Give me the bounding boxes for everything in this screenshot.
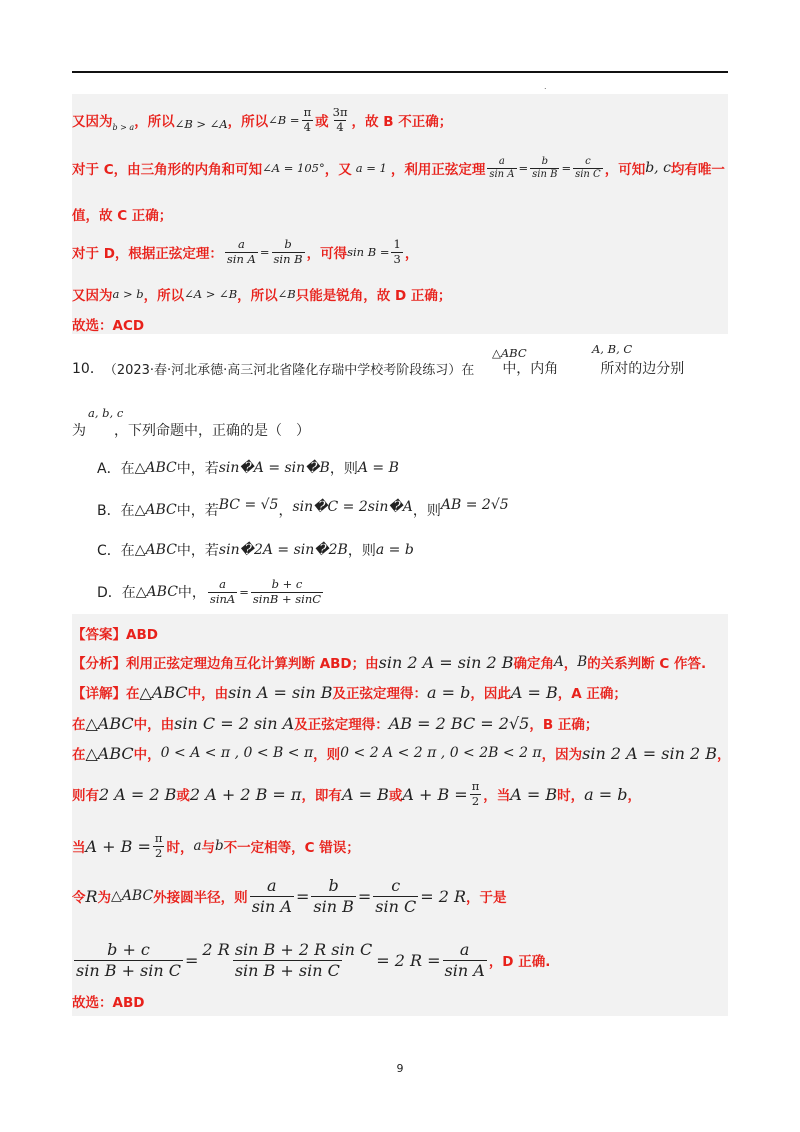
option-b: B．在 △ABC 中，若 BC = √5 ， sin�C = 2sin�A ，则 AB = 2√5 (97, 497, 509, 519)
detail-line-3: 在 △ABC 中， 0 < A < π , 0 < B < π ，则 0 < 2 A < 2 π , 0 < 2B < 2 π ，因为 sin 2 A = sin 2 B ， (72, 743, 731, 763)
fraction-pi-over-4: $\frac{\pi}{4}$ (303, 104, 312, 134)
question-number: 10． (72, 361, 104, 377)
question-10-line-2: 为 ，下列命题中，正确的是（ ） (72, 423, 310, 439)
fraction-3pi-over-4: $\frac{3\pi}{4}$ (332, 104, 348, 134)
document-page: . 又因为 b > a ，所以 ∠B > ∠A ，所以 ∠B = $\frac{\pi}{4}$ 或 $\frac{3\pi}{4}$ ，故 B 不正确； 对于 C，由三角形的内角和可知 ∠A = 105° ，又 a = 1 ，利用正弦定理 $\frac{a}{\text{sin A}}$ = $\frac{b}{\text{sin B}}$ = $\frac{c}{\text{sin C}}$ ，可知 b, c 均有唯一 值，故 C 正确； 对于 D，根据正弦定理： $\frac{a}{\text{sin A}}$ = $\frac{b}{\text{sin B}}$ ，可得 sin B = $\frac{1}{3}$ ， 又因为 a > b ，所以 ∠A > ∠B ，所以 ∠B 只能是锐角，故 D 正确； 故选：ACD 10． （2023·春·河北承德·高三河北省隆化存瑞中学校考阶段练习）在 中，内角 所对的边分别 △ABC A, B, C 为 ，下列命题中，正确的是（ ） a, b, c A．在 △ABC 中，若 sin�A = sin�B ，则 A = B B．在 △ABC 中，若 BC = √5 ， sin�C = 2sin�A ，则 AB = 2√5 C．在 △ABC 中，若 sin�2A = sin�2B ，则 a = b D．在 △ABC 中， $\frac{a}{\sin A}$ = $\frac{b + c}{\sin B + \sin C}$ 【答案】ABD 【分析】利用正弦定理边角互化计算判断 ABD；由 sin 2 A = sin 2 B 确定角 A ， B 的关系判断 C 作答. 【详解】在 △ABC 中，由 sin A = sin B 及正弦定理得： a = b ，因此 A = B ，A 正确； 在 △ABC 中，由 sin C = 2 sin A 及正弦定理得： AB = 2 BC = 2√5 ，B 正确； 在 △ABC 中， 0 < A < π , 0 < B < π ，则 0 < 2 A < 2 π , 0 < 2B < 2 π ，因为 sin 2 A = sin 2 B ， 则有 2 A = 2 B 或 2 A + 2 B = π ，即有 A = B 或 A + B = $\frac{\pi}{2}$ ，当 A = B 时， a = b ， 当 A + B = $\frac{\pi}{2}$ 时， a 与 b 不一定相等，C 错误； 令 R 为 △ABC 外接圆半径，则 $\frac{a}{\text{sin A}}$ = $\frac{b}{\text{sin B}}$ = $\frac{c}{\text{sin C}}$ = 2 R ，于是 $\frac{b + c}{\text{sin B + sin C}}$ = $\frac{\text{2 R sin B + 2 R sin C}}{\text{sin B + sin C}}$ = 2 R = $\frac{a}{\text{sin A}}$ ，D 正确. 故选：ABD 9 (0, 0, 800, 1132)
q9-line-2: 对于 C，由三角形的内角和可知 ∠A = 105° ，又 a = 1 ，利用正弦定理 $\frac{a}{\text{sin A}}$ = $\frac{b}{\text{sin B}}$ = $\frac{c}{\text{sin C}}$ ，可知 b, c 均有唯一 (72, 155, 725, 180)
q10-select: 故选：ABD (72, 995, 145, 1011)
q9-line-5: 又因为 a > b ，所以 ∠A > ∠B ，所以 ∠B 只能是锐角，故 D 正确； (72, 287, 452, 304)
detail-line-5: 当 A + B = $\frac{\pi}{2}$ 时， a 与 b 不一定相等，C 错误； (72, 830, 360, 860)
detail-line-2: 在 △ABC 中，由 sin C = 2 sin A 及正弦定理得： AB = 2 BC = 2√5 ，B 正确； (72, 713, 599, 733)
option-d: D．在 △ABC 中， $\frac{a}{\sin A}$ = $\frac{b + c}{\sin B + \sin C}$ (97, 576, 322, 606)
detail-line-1: 【详解】在 △ABC 中，由 sin A = sin B 及正弦定理得： a = b ，因此 A = B ，A 正确； (72, 682, 627, 702)
question-source: （2023·春·河北承德·高三河北省隆化存瑞中学校考阶段练习）在 (103, 362, 475, 378)
option-c: C．在 △ABC 中，若 sin�2A = sin�2B ，则 a = b (97, 542, 414, 559)
header-mark: . (544, 82, 547, 91)
q9-line-1: 又因为 b > a ，所以 ∠B > ∠A ，所以 ∠B = $\frac{\pi}{4}$ 或 $\frac{3\pi}{4}$ ，故 B 不正确； (72, 104, 453, 134)
q9-select: 故选：ACD (72, 318, 145, 334)
detail-line-6: 令 R 为 △ABC 外接圆半径，则 $\frac{a}{\text{sin A}}$ = $\frac{b}{\text{sin B}}$ = $\frac{c}{\text{sin C}}$ = 2 R ，于是 (72, 876, 507, 916)
question-10-line-1: 10． （2023·春·河北承德·高三河北省隆化存瑞中学校考阶段练习）在 中，内角 所对的边分别 (72, 356, 728, 380)
analysis-line: 【分析】利用正弦定理边角互化计算判断 ABD；由 sin 2 A = sin 2 B 确定角 A ， B 的关系判断 C 作答. (72, 652, 707, 672)
detail-line-7: $\frac{b + c}{\text{sin B + sin C}}$ = $\frac{\text{2 R sin B + 2 R sin C}}{\text{sin B + sin C}}$ = 2 R = $\frac{a}{\text{sin A}}$ ，D 正确. (76, 940, 551, 980)
header-rule (72, 71, 728, 73)
q9-line-3: 值，故 C 正确； (72, 208, 173, 224)
q9-line-4: 对于 D，根据正弦定理： $\frac{a}{\text{sin A}}$ = $\frac{b}{\text{sin B}}$ ，可得 sin B = $\frac{1}{3}$ ， (72, 236, 419, 266)
option-a: A．在 △ABC 中，若 sin�A = sin�B ，则 A = B (97, 460, 399, 477)
page-number: 9 (396, 1062, 404, 1075)
answer-line: 【答案】ABD (72, 627, 158, 643)
detail-line-4: 则有 2 A = 2 B 或 2 A + 2 B = π ，即有 A = B 或 A + B = $\frac{\pi}{2}$ ，当 A = B 时， a = b ， (72, 778, 642, 808)
